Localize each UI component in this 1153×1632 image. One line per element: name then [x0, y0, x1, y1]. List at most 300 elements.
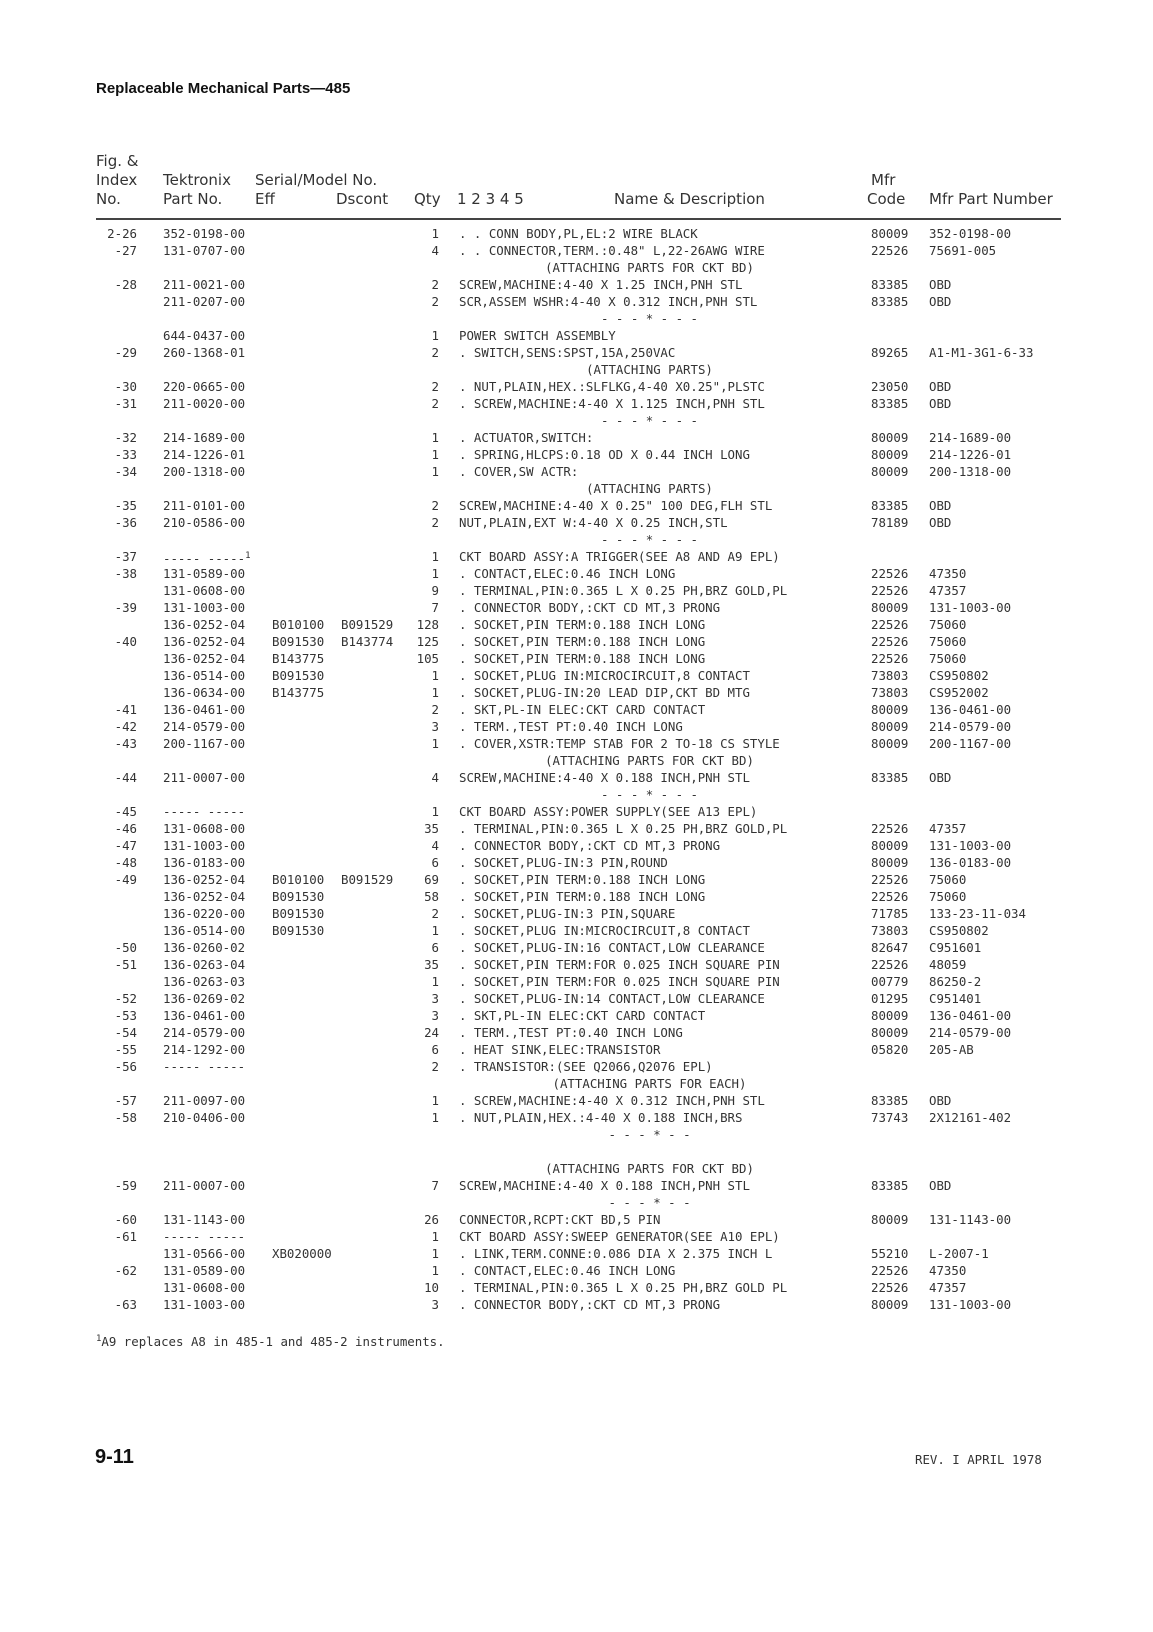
part-no [163, 650, 245, 667]
part-no-text: 214-1689-00 [163, 430, 246, 445]
mfr-part-number [929, 820, 966, 837]
name-description [459, 650, 705, 667]
index-no [115, 939, 137, 956]
mfr-code-text: 22526 [871, 821, 909, 836]
name-description-text: . CONNECTOR BODY,:CKT CD MT,3 PRONG [459, 600, 721, 615]
page-number: 9-11 [95, 1446, 134, 1468]
part-no-text: 136-0252-04 [163, 617, 246, 632]
mfr-part-number [929, 956, 966, 973]
part-no [163, 1262, 245, 1279]
quantity-text: 1 [431, 1229, 439, 1244]
index-no-text: -46 [114, 821, 137, 836]
quantity-text: 1 [431, 736, 439, 751]
quantity-text: 4 [431, 243, 439, 258]
index-no [115, 735, 137, 752]
mfr-part-number-text: 136-0461-00 [929, 1008, 1012, 1023]
part-no [163, 1058, 245, 1075]
serial-eff [272, 667, 324, 684]
parts-row [0, 1262, 1153, 1279]
index-no-text: -27 [114, 243, 137, 258]
mfr-part-number [929, 735, 1011, 752]
parts-row [0, 1007, 1153, 1024]
part-no [163, 1177, 245, 1194]
index-no [115, 497, 137, 514]
index-no [107, 225, 137, 242]
mfr-part-number-text: 75060 [929, 634, 967, 649]
quantity [432, 684, 439, 701]
quantity-text: 1 [431, 464, 439, 479]
quantity [432, 973, 439, 990]
part-no-text: 136-0252-04 [163, 872, 246, 887]
index-no [115, 820, 137, 837]
index-no-text: -29 [114, 345, 137, 360]
serial-eff-text: B091530 [272, 906, 325, 921]
mfr-part-number-text: 86250-2 [929, 974, 982, 989]
name-description [459, 973, 780, 990]
part-no [163, 820, 245, 837]
name-description [459, 633, 705, 650]
mfr-part-number-text: 2X12161-402 [929, 1110, 1012, 1125]
parts-row [0, 1024, 1153, 1041]
part-no [163, 973, 245, 990]
mfr-part-number [929, 701, 1011, 718]
mfr-code-text: 80009 [871, 702, 909, 717]
mfr-part-number [929, 871, 966, 888]
part-no-text: 136-0260-02 [163, 940, 246, 955]
index-no [115, 1177, 137, 1194]
quantity [432, 242, 439, 259]
mfr-part-number [929, 463, 1011, 480]
parts-row [0, 1245, 1153, 1262]
name-description [459, 531, 840, 548]
name-description-text: . CONNECTOR BODY,:CKT CD MT,3 PRONG [459, 838, 721, 853]
quantity [432, 1109, 439, 1126]
mfr-code [871, 1041, 908, 1058]
quantity-text: 1 [431, 1263, 439, 1278]
quantity-text: 128 [416, 617, 439, 632]
mfr-part-number-text: 131-1003-00 [929, 600, 1012, 615]
part-no-text: 211-0007-00 [163, 1178, 246, 1193]
mfr-code [871, 735, 908, 752]
quantity [432, 905, 439, 922]
quantity [417, 616, 439, 633]
header-name-description: Name & Description [614, 190, 765, 208]
name-description-text: - - - * - - - [601, 787, 698, 802]
part-no-text: 136-0263-04 [163, 957, 246, 972]
parts-row [0, 429, 1153, 446]
mfr-part-number [929, 1109, 1011, 1126]
name-description-text: . NUT,PLAIN,HEX.:4-40 X 0.188 INCH,BRS [459, 1110, 743, 1125]
mfr-code [871, 1007, 908, 1024]
mfr-code-text: 82647 [871, 940, 909, 955]
part-no-text: 211-0021-00 [163, 277, 246, 292]
quantity-text: 1 [431, 226, 439, 241]
mfr-code-text: 83385 [871, 1093, 909, 1108]
mfr-code-text: 80009 [871, 736, 909, 751]
quantity-text: 1 [431, 804, 439, 819]
quantity-text: 2 [431, 498, 439, 513]
part-no-text: 214-0579-00 [163, 719, 246, 734]
name-description-text: . SOCKET,PLUG-IN:3 PIN,SQUARE [459, 906, 676, 921]
mfr-part-number [929, 922, 989, 939]
name-description [459, 327, 616, 344]
name-description [459, 684, 750, 701]
name-description-text: . CONTACT,ELEC:0.46 INCH LONG [459, 1263, 676, 1278]
quantity-text: 1 [431, 668, 439, 683]
mfr-code-text: 80009 [871, 1008, 909, 1023]
index-no-text: -28 [114, 277, 137, 292]
part-no [163, 463, 245, 480]
mfr-code [871, 344, 908, 361]
index-no [115, 463, 137, 480]
parts-row [0, 854, 1153, 871]
name-description [459, 429, 593, 446]
quantity [432, 939, 439, 956]
mfr-part-number-text: 133-23-11-034 [929, 906, 1026, 921]
parts-row [0, 1058, 1153, 1075]
quantity [432, 599, 439, 616]
part-no [163, 378, 245, 395]
mfr-part-number-text: 131-1003-00 [929, 1297, 1012, 1312]
quantity [432, 990, 439, 1007]
part-no [163, 225, 245, 242]
mfr-code-text: 80009 [871, 1212, 909, 1227]
part-no-text: 136-0461-00 [163, 702, 246, 717]
serial-dscont-text: B091529 [341, 617, 394, 632]
parts-row [0, 310, 1153, 327]
index-no-text: -59 [114, 1178, 137, 1193]
quantity [432, 1092, 439, 1109]
footnote-ref: 1 [245, 551, 251, 561]
name-description [459, 752, 840, 769]
part-no-text: 136-0252-04 [163, 634, 246, 649]
parts-row [0, 497, 1153, 514]
parts-row [0, 1109, 1153, 1126]
header-serial-model: Serial/Model No. [255, 171, 378, 189]
quantity [424, 888, 439, 905]
part-no-text: ----- ----- [163, 551, 246, 567]
quantity [417, 650, 439, 667]
parts-row [0, 395, 1153, 412]
part-no-text: 352-0198-00 [163, 226, 246, 241]
mfr-part-number-text: OBD [929, 396, 952, 411]
parts-row [0, 1041, 1153, 1058]
mfr-part-number [929, 378, 951, 395]
mfr-code [871, 633, 908, 650]
quantity [432, 1228, 439, 1245]
mfr-code-text: 71785 [871, 906, 909, 921]
parts-row [0, 259, 1153, 276]
name-description-text: . LINK,TERM.CONNE:0.086 DIA X 2.375 INCH L [459, 1246, 773, 1261]
mfr-part-number [929, 1092, 951, 1109]
part-no [163, 837, 245, 854]
serial-eff [272, 871, 324, 888]
part-no [163, 905, 245, 922]
name-description-text: CKT BOARD ASSY:A TRIGGER(SEE A8 AND A9 EPL) [459, 549, 780, 564]
quantity-text: 1 [431, 1093, 439, 1108]
mfr-code-text: 78189 [871, 515, 909, 530]
part-no-text: 136-0514-00 [163, 923, 246, 938]
index-no [115, 803, 137, 820]
mfr-code-text: 80009 [871, 1025, 909, 1040]
quantity [432, 395, 439, 412]
quantity [432, 1245, 439, 1262]
index-no-text: -39 [114, 600, 137, 615]
mfr-part-number-text: 200-1167-00 [929, 736, 1012, 751]
index-no-text: -30 [114, 379, 137, 394]
index-no [115, 701, 137, 718]
mfr-part-number-text: 75060 [929, 617, 967, 632]
quantity-text: 105 [416, 651, 439, 666]
mfr-code-text: 00779 [871, 974, 909, 989]
name-description-text: . SOCKET,PIN TERM:0.188 INCH LONG [459, 651, 706, 666]
parts-row [0, 837, 1153, 854]
header-dscont: Dscont [336, 190, 389, 208]
parts-list [0, 225, 1153, 1313]
quantity-text: 1 [431, 566, 439, 581]
part-no [163, 1228, 245, 1245]
parts-row [0, 888, 1153, 905]
parts-row [0, 225, 1153, 242]
quantity [432, 463, 439, 480]
part-no-text: 131-0608-00 [163, 1280, 246, 1295]
name-description-text: . COVER,SW ACTR: [459, 464, 579, 479]
mfr-code [871, 769, 908, 786]
quantity-text: 2 [431, 702, 439, 717]
name-description-text: . TERM.,TEST PT:0.40 INCH LONG [459, 719, 683, 734]
serial-eff-text: XB020000 [272, 1246, 332, 1261]
name-description-text: - - - * - - - [601, 413, 698, 428]
name-description-text: . NUT,PLAIN,HEX.:SLFLKG,4-40 X0.25",PLSTC [459, 379, 765, 394]
quantity [432, 803, 439, 820]
part-no-text: 131-0707-00 [163, 243, 246, 258]
mfr-code-text: 55210 [871, 1246, 909, 1261]
quantity-text: 24 [424, 1025, 439, 1040]
header-indent-levels: 1 2 3 4 5 [457, 190, 524, 208]
parts-row [0, 327, 1153, 344]
part-no [163, 344, 245, 361]
mfr-part-number-text: 136-0461-00 [929, 702, 1012, 717]
part-no-text: 136-0263-03 [163, 974, 246, 989]
mfr-code-text: 73803 [871, 923, 909, 938]
part-no [163, 735, 245, 752]
name-description [459, 1177, 750, 1194]
parts-row [0, 650, 1153, 667]
name-description [459, 344, 675, 361]
quantity [424, 871, 439, 888]
index-no-text: -48 [114, 855, 137, 870]
serial-eff [272, 922, 324, 939]
name-description [459, 1228, 780, 1245]
parts-row [0, 1279, 1153, 1296]
part-no-text: 211-0020-00 [163, 396, 246, 411]
index-no [115, 276, 137, 293]
part-no-text: 200-1167-00 [163, 736, 246, 751]
mfr-part-number [929, 497, 951, 514]
footnote [96, 1334, 445, 1349]
part-no [163, 1109, 245, 1126]
serial-eff [272, 633, 324, 650]
name-description-text: (ATTACHING PARTS) [586, 481, 713, 496]
index-no [115, 1296, 137, 1313]
parts-row [0, 1126, 1153, 1143]
serial-eff [272, 905, 324, 922]
quantity [432, 667, 439, 684]
mfr-part-number [929, 1024, 1011, 1041]
mfr-part-number-text: 75060 [929, 651, 967, 666]
index-no [115, 395, 137, 412]
name-description [459, 854, 668, 871]
index-no [115, 1024, 137, 1041]
serial-dscont [341, 871, 393, 888]
name-description [459, 803, 757, 820]
quantity [432, 1262, 439, 1279]
mfr-code-text: 01295 [871, 991, 909, 1006]
parts-row [0, 1143, 1153, 1160]
mfr-code-text: 23050 [871, 379, 909, 394]
index-no-text: -58 [114, 1110, 137, 1125]
mfr-code [871, 820, 908, 837]
mfr-part-number-text: OBD [929, 1093, 952, 1108]
mfr-part-number-text: 47357 [929, 583, 967, 598]
name-description-text: . SOCKET,PLUG-IN:3 PIN,ROUND [459, 855, 668, 870]
part-no [163, 599, 245, 616]
parts-row [0, 871, 1153, 888]
quantity-text: 7 [431, 1178, 439, 1193]
index-no [115, 429, 137, 446]
mfr-part-number-text: 214-0579-00 [929, 719, 1012, 734]
mfr-part-number-text: OBD [929, 277, 952, 292]
index-no-text: -55 [114, 1042, 137, 1057]
name-description-text: . COVER,XSTR:TEMP STAB FOR 2 TO-18 CS STYLE [459, 736, 780, 751]
mfr-code [871, 939, 908, 956]
quantity [432, 378, 439, 395]
name-description-text: . TERM.,TEST PT:0.40 INCH LONG [459, 1025, 683, 1040]
mfr-part-number-text: 47357 [929, 1280, 967, 1295]
mfr-code [871, 582, 908, 599]
part-no-text: 131-1143-00 [163, 1212, 246, 1227]
serial-dscont [341, 633, 393, 650]
mfr-code-text: 80009 [871, 1297, 909, 1312]
name-description-text: . SOCKET,PIN TERM:0.188 INCH LONG [459, 617, 706, 632]
quantity [432, 718, 439, 735]
name-description [459, 310, 840, 327]
index-no-text: -49 [114, 872, 137, 887]
parts-row [0, 1092, 1153, 1109]
quantity [432, 429, 439, 446]
quantity [424, 1024, 439, 1041]
parts-row [0, 990, 1153, 1007]
quantity [432, 565, 439, 582]
name-description [459, 225, 698, 242]
parts-row [0, 633, 1153, 650]
name-description [459, 786, 840, 803]
parts-row [0, 1075, 1153, 1092]
part-no-text: 131-0589-00 [163, 566, 246, 581]
name-description-text: . SKT,PL-IN ELEC:CKT CARD CONTACT [459, 1008, 706, 1023]
quantity-text: 58 [424, 889, 439, 904]
part-no-text: 211-0097-00 [163, 1093, 246, 1108]
quantity-text: 2 [431, 277, 439, 292]
index-no [115, 990, 137, 1007]
header-rule [96, 218, 1061, 220]
quantity [432, 446, 439, 463]
serial-eff [272, 888, 324, 905]
header-mfr-part-number: Mfr Part Number [929, 190, 1053, 208]
name-description [459, 463, 578, 480]
parts-row [0, 1211, 1153, 1228]
parts-row [0, 820, 1153, 837]
index-no-text: -42 [114, 719, 137, 734]
mfr-code [871, 650, 908, 667]
quantity-text: 1 [431, 447, 439, 462]
index-no-text: -60 [114, 1212, 137, 1227]
name-description [459, 293, 757, 310]
mfr-code [871, 616, 908, 633]
mfr-part-number [929, 293, 951, 310]
name-description-text: . SOCKET,PLUG-IN:20 LEAD DIP,CKT BD MTG [459, 685, 750, 700]
parts-row [0, 718, 1153, 735]
mfr-code [871, 701, 908, 718]
mfr-part-number [929, 990, 981, 1007]
parts-row [0, 616, 1153, 633]
parts-row [0, 378, 1153, 395]
name-description-text: SCREW,MACHINE:4-40 X 1.25 INCH,PNH STL [459, 277, 743, 292]
part-no-text: 131-1003-00 [163, 600, 246, 615]
serial-dscont-text: B143774 [341, 634, 394, 649]
quantity-text: 69 [424, 872, 439, 887]
part-no [163, 446, 245, 463]
quantity [432, 225, 439, 242]
parts-row [0, 514, 1153, 531]
mfr-part-number [929, 582, 966, 599]
name-description [459, 395, 765, 412]
header-part-no: Part No. [163, 190, 223, 208]
header-index: Index [96, 171, 138, 189]
name-description-text: . HEAT SINK,ELEC:TRANSISTOR [459, 1042, 661, 1057]
mfr-code [871, 395, 908, 412]
header-qty: Qty [414, 190, 441, 208]
index-no-text: -56 [114, 1059, 137, 1074]
index-no-text: -31 [114, 396, 137, 411]
mfr-code-text: 22526 [871, 1280, 909, 1295]
mfr-part-number-text: 136-0183-00 [929, 855, 1012, 870]
part-no [163, 1279, 245, 1296]
part-no-text: 214-0579-00 [163, 1025, 246, 1040]
name-description-text: . SOCKET,PIN TERM:0.188 INCH LONG [459, 889, 706, 904]
mfr-code-text: 83385 [871, 498, 909, 513]
name-description [459, 480, 840, 497]
quantity-text: 1 [431, 1246, 439, 1261]
index-no-text: -62 [114, 1263, 137, 1278]
quantity [432, 582, 439, 599]
mfr-part-number-text: OBD [929, 294, 952, 309]
quantity [432, 1177, 439, 1194]
name-description [459, 497, 772, 514]
mfr-part-number-text: 47357 [929, 821, 967, 836]
index-no [115, 854, 137, 871]
mfr-part-number-text: 205-AB [929, 1042, 974, 1057]
name-description-text: - - - * - - [608, 1127, 691, 1142]
mfr-code [871, 1245, 908, 1262]
mfr-part-number [929, 650, 966, 667]
quantity-text: 2 [431, 379, 439, 394]
quantity-text: 1 [431, 923, 439, 938]
parts-row [0, 446, 1153, 463]
serial-eff-text: B010100 [272, 872, 325, 887]
mfr-part-number-text: CS950802 [929, 923, 989, 938]
quantity [432, 837, 439, 854]
